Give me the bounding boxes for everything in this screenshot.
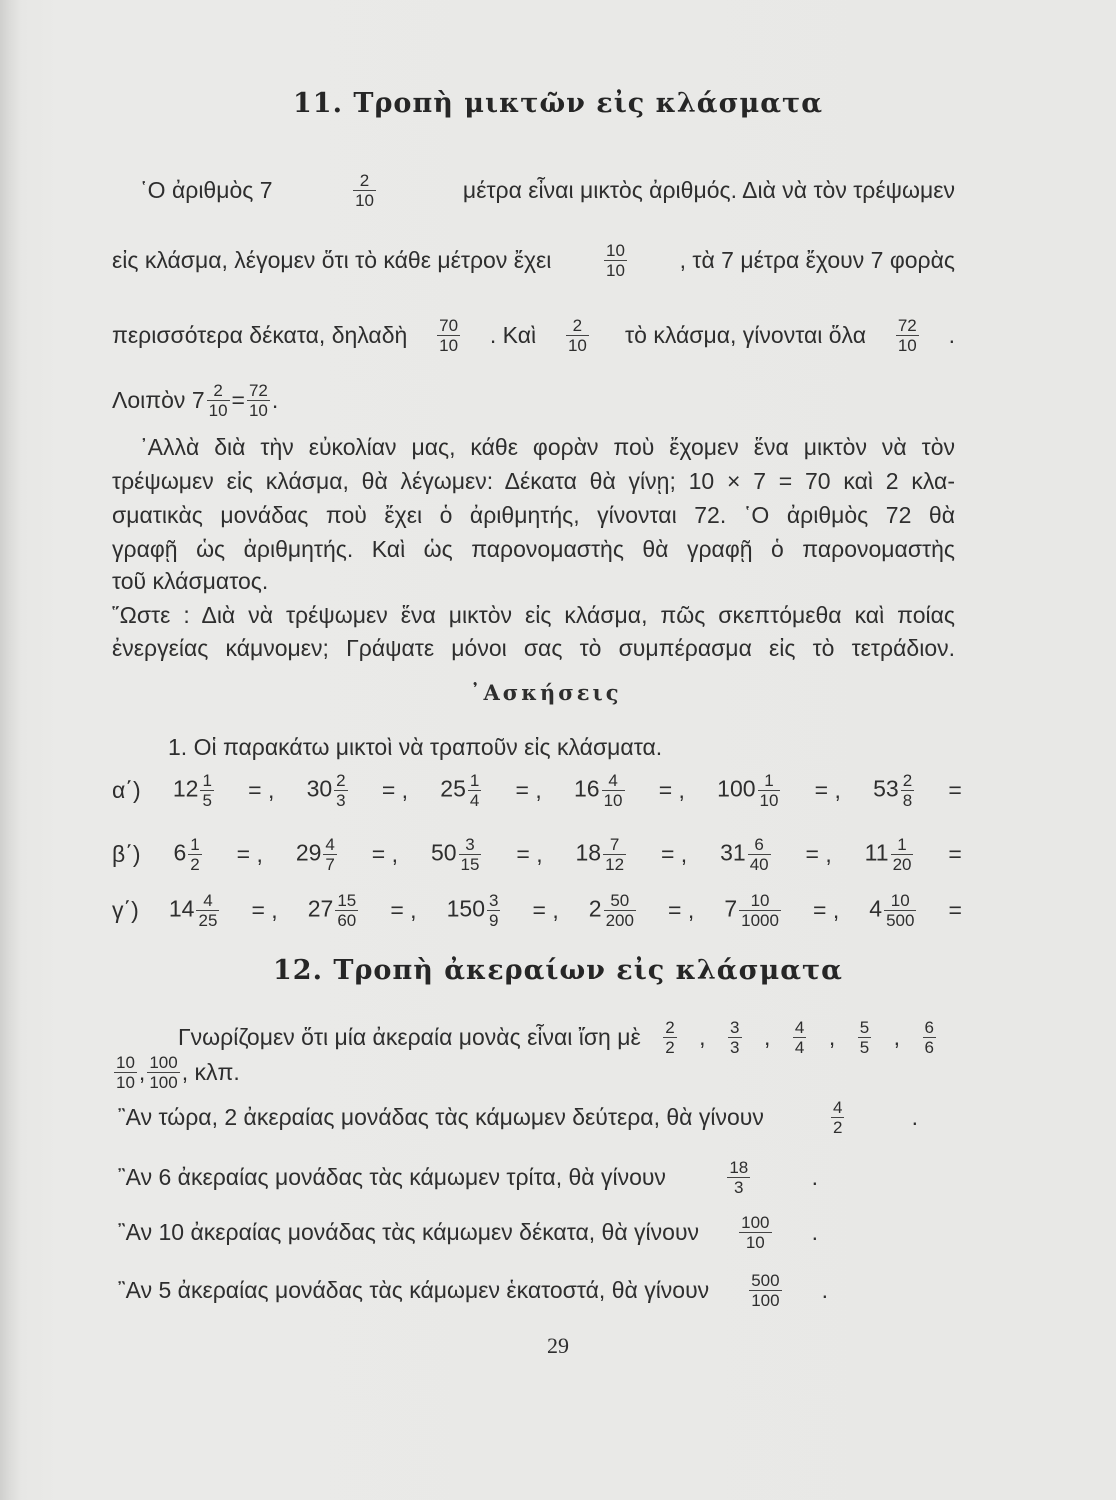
denominator: 10: [603, 790, 623, 810]
numerator: 4: [325, 834, 335, 854]
denominator: 6: [924, 1037, 934, 1057]
fraction: [728, 1018, 741, 1057]
numerator: 10: [606, 240, 625, 260]
mixed-number: [894, 316, 921, 355]
fraction: [459, 835, 482, 874]
numerator: 72: [248, 380, 268, 400]
exercise-row-b: [112, 834, 962, 874]
whole-part: 16: [574, 775, 600, 802]
numerator: 2: [336, 770, 346, 790]
denominator: 10: [248, 400, 268, 420]
denominator: 9: [488, 910, 499, 930]
paragraph-line: τοῦ κλάσματος.: [112, 568, 269, 594]
fraction: [923, 1018, 936, 1057]
mixed-number: [564, 316, 591, 355]
text-segment: , κλπ.: [181, 1059, 240, 1085]
fraction: [114, 1053, 137, 1092]
fraction: [247, 381, 270, 420]
mixed-number: [737, 1213, 773, 1252]
mixed-number: [869, 891, 918, 930]
mixed-number: [725, 1158, 752, 1197]
exercise-instruction: 1. Οἱ παρακάτω μικτοὶ νὰ τραποῦν εἰς κλάσματα.: [168, 734, 663, 760]
numerator: 100: [149, 1052, 178, 1072]
text-segment: = ,: [509, 777, 549, 803]
mixed-number: [726, 1018, 743, 1057]
fraction: [196, 891, 219, 930]
whole-part: 53: [873, 775, 899, 802]
mixed-number: [112, 1053, 139, 1092]
numerator: 4: [602, 771, 625, 791]
denominator: 100: [751, 1290, 780, 1310]
text-segment: , τὰ 7 μέτρα ἔχουν 7 φορὰς: [679, 247, 955, 273]
text-line: [118, 1157, 818, 1197]
mixed-number: [921, 1018, 938, 1057]
mixed-number: [589, 891, 638, 930]
mixed-number: [435, 316, 462, 355]
text-segment: = ,: [808, 777, 848, 803]
numerator: 100: [741, 1212, 770, 1232]
numerator: 500: [751, 1270, 780, 1290]
numerator: 70: [439, 315, 459, 335]
text-segment: ,: [893, 1024, 901, 1050]
section-12-title: 12. Τροπὴ ἀκεραίων εἰς κλάσματα: [273, 955, 843, 986]
text-segment: ,: [699, 1024, 706, 1050]
denominator: 10: [355, 190, 374, 210]
text-segment: = ,: [383, 897, 423, 923]
whole-part: 100: [717, 775, 756, 802]
denominator: 7: [325, 854, 335, 874]
paragraph-line: γραφῇ ὡς ἀριθμητής. Καὶ ὡς παρονομαστὴς θὰ γραφῇ ὁ παρονομαστὴς: [112, 536, 955, 562]
text-segment: μέτρα εἶναι μικτὸς ἀριθμός. Διὰ νὰ τὸν τρέψωμεν: [456, 177, 955, 203]
mixed-number: [296, 835, 339, 874]
text-segment: Γνωρίζομεν ὅτι μία ἀκεραία μονὰς εἶναι ἴση μὲ: [178, 1024, 641, 1050]
whole-part: 12: [172, 775, 199, 802]
numerator: 4: [794, 1017, 805, 1037]
whole-part: 30: [306, 775, 333, 802]
fraction: [603, 835, 626, 874]
page-number: 29: [547, 1333, 569, 1358]
text-segment: β΄): [112, 841, 147, 867]
numerator: 15: [337, 890, 357, 910]
denominator: 3: [734, 1177, 744, 1197]
text-line: [178, 1017, 938, 1057]
mixed-number: [440, 771, 483, 810]
text-segment: =: [942, 841, 962, 867]
text-segment: = ,: [241, 777, 281, 803]
text-segment: ῍Αν τώρα, 2 ἀκεραίας μονάδας τὰς κάμωμεν δεύτερα, θὰ γίνουν: [118, 1104, 764, 1130]
text-segment: = ,: [806, 897, 846, 923]
numerator: 5: [859, 1017, 870, 1037]
whole-part: 7: [724, 895, 738, 922]
numerator: 10: [739, 891, 781, 911]
text-line: [112, 1052, 240, 1092]
numerator: 50: [604, 891, 636, 911]
mixed-number: [145, 1053, 181, 1092]
fraction: [663, 1018, 676, 1057]
numerator: 1: [891, 835, 914, 855]
mixed-number: [661, 1018, 678, 1057]
paragraph-line: ῞Ωστε : Διὰ νὰ τρέψωμεν ἕνα μικτὸν εἰς κλάσμα, πῶς σκεπτόμεθα καὶ ποίας: [112, 602, 955, 628]
numerator: 3: [459, 835, 482, 855]
denominator: 100: [149, 1072, 178, 1092]
fraction: [858, 1018, 871, 1057]
mixed-number: [856, 1018, 873, 1057]
whole-part: 31: [720, 839, 746, 866]
text-segment: .: [811, 1164, 818, 1190]
numerator: 2: [207, 381, 230, 401]
text-segment: = ,: [375, 777, 415, 803]
fraction: [884, 891, 916, 930]
denominator: 1000: [741, 910, 779, 930]
fraction: [334, 771, 347, 810]
mixed-number: [245, 381, 272, 420]
fraction: [200, 771, 213, 810]
text-segment: = ,: [661, 897, 701, 923]
text-line: [118, 1097, 918, 1137]
mixed-number: [307, 771, 350, 810]
fraction: [353, 171, 376, 210]
mixed-number: [576, 835, 629, 874]
fraction: [793, 1018, 806, 1057]
text-segment: = ,: [365, 841, 405, 867]
mixed-number: [173, 771, 216, 810]
fraction: [739, 1213, 771, 1252]
exercises-heading: ᾿Ασκήσεις: [470, 680, 622, 705]
numerator: 1: [758, 771, 781, 791]
text-segment: .: [948, 322, 955, 348]
denominator: 500: [886, 910, 915, 930]
fraction: [604, 891, 636, 930]
whole-part: 2: [588, 895, 602, 922]
paragraph-line: ἐνεργείας κάμνομεν; Γράψατε μόνοι σας τὸ συμπέρασμα εἰς τὸ τετράδιον.: [112, 635, 955, 661]
numerator: 1: [190, 834, 200, 854]
denominator: 2: [190, 854, 200, 874]
text-line: [140, 170, 955, 210]
text-segment: = ,: [652, 777, 692, 803]
denominator: 10: [759, 790, 779, 810]
denominator: 10: [897, 335, 917, 355]
whole-part: 18: [575, 839, 602, 866]
numerator: 2: [665, 1017, 675, 1037]
text-segment: .: [911, 1104, 918, 1130]
text-line: [118, 1270, 828, 1310]
mixed-number: [747, 1271, 783, 1310]
text-segment: ,: [764, 1024, 771, 1050]
mixed-number: [873, 771, 916, 810]
fraction: [207, 381, 230, 420]
fraction: [727, 1158, 750, 1197]
fraction: [335, 891, 358, 930]
mixed-number: [205, 381, 232, 420]
mixed-number: [791, 1018, 808, 1057]
numerator: 1: [469, 770, 480, 790]
whole-part: 4: [869, 895, 883, 922]
mixed-number: [431, 835, 484, 874]
mixed-number: [308, 891, 361, 930]
denominator: 12: [605, 854, 625, 874]
fraction: [758, 771, 781, 810]
denominator: 3: [336, 790, 346, 810]
numerator: 7: [603, 835, 626, 855]
text-segment: εἰς κλάσμα, λέγομεν ὅτι τὸ κάθε μέτρον ἔχει: [112, 247, 552, 273]
denominator: 10: [116, 1072, 135, 1092]
fraction: [437, 316, 460, 355]
text-segment: = ,: [654, 841, 694, 867]
denominator: 10: [606, 260, 625, 280]
numerator: 10: [116, 1052, 135, 1072]
fraction: [896, 316, 919, 355]
whole-part: 150: [446, 895, 485, 922]
denominator: 10: [745, 1232, 765, 1252]
text-segment: = ,: [230, 841, 270, 867]
text-segment: =: [231, 387, 245, 413]
text-segment: ,: [828, 1024, 836, 1050]
text-segment: περισσότερα δέκατα, δηλαδὴ: [112, 322, 408, 348]
whole-part: 25: [440, 775, 466, 802]
whole-part: 6: [173, 839, 187, 866]
text-segment: Λοιπὸν 7: [112, 387, 205, 413]
text-segment: = ,: [245, 897, 285, 923]
denominator: 10: [439, 335, 459, 355]
text-segment: = ,: [526, 897, 566, 923]
mixed-number: [724, 891, 783, 930]
denominator: 15: [460, 854, 480, 874]
fraction: [602, 771, 625, 810]
denominator: 4: [469, 790, 480, 810]
text-segment: . Καὶ: [489, 322, 537, 348]
text-segment: =: [942, 897, 962, 923]
fraction: [901, 771, 914, 810]
numerator: 4: [832, 1097, 843, 1117]
text-segment: ῍Αν 6 ἀκεραίας μονάδας τὰς κάμωμεν τρίτα, θὰ γίνουν: [118, 1164, 666, 1190]
denominator: 5: [202, 790, 212, 810]
paragraph-line: σματικὰς μονάδας ποὺ ἔχει ὁ ἀριθμητής, γίνονται 72. ῾Ο ἀριθμὸς 72 θὰ: [112, 502, 955, 528]
numerator: 6: [748, 835, 771, 855]
exercise-row-a: [112, 770, 962, 810]
text-segment: τὸ κλάσμα, γίνονται ὅλα: [618, 322, 867, 348]
denominator: 2: [832, 1117, 843, 1137]
text-segment: ῾Ο ἀριθμὸς 7: [140, 177, 273, 203]
mixed-number: [865, 835, 916, 874]
fraction: [487, 891, 500, 930]
numerator: 3: [488, 890, 499, 910]
text-segment: ῍Αν 10 ἀκεραίας μονάδας τὰς κάμωμεν δέκατα, θὰ γίνουν: [118, 1219, 700, 1245]
mixed-number: [602, 241, 629, 280]
whole-part: 29: [295, 839, 322, 866]
fraction: [468, 771, 481, 810]
mixed-number: [447, 891, 503, 930]
whole-part: 27: [307, 895, 334, 922]
text-segment: γ΄): [112, 897, 146, 923]
mixed-number: [173, 835, 203, 874]
denominator: 60: [337, 910, 357, 930]
whole-part: 11: [864, 839, 889, 866]
mixed-number: [169, 891, 222, 930]
exercise-row-c: [112, 890, 962, 930]
numerator: 2: [902, 770, 913, 790]
text-segment: ,: [138, 1059, 146, 1085]
text-segment: = ,: [509, 841, 549, 867]
section-11-title: 11. Τροπὴ μικτῶν εἰς κλάσματα: [293, 88, 823, 119]
numerator: 2: [353, 171, 376, 191]
mixed-number: [574, 771, 627, 810]
mixed-number: [720, 835, 773, 874]
denominator: 20: [892, 854, 912, 874]
denominator: 2: [665, 1037, 675, 1057]
text-line: [112, 380, 278, 420]
mixed-number: [829, 1098, 846, 1137]
denominator: 5: [859, 1037, 870, 1057]
numerator: 72: [897, 315, 917, 335]
fraction: [748, 835, 771, 874]
text-segment: =: [942, 777, 962, 803]
numerator: 3: [730, 1017, 740, 1037]
text-line: [112, 240, 955, 280]
paragraph-line: τρέψωμεν εἰς κλάσμα, θὰ λέγωμεν: Δέκατα θὰ γίνῃ; 10 × 7 = 70 καὶ 2 κλα-: [112, 468, 955, 494]
fraction: [188, 835, 201, 874]
text-segment: .: [811, 1219, 818, 1245]
denominator: 10: [208, 400, 228, 420]
text-segment: = ,: [799, 841, 839, 867]
fraction: [323, 835, 336, 874]
denominator: 25: [198, 910, 218, 930]
fraction: [831, 1098, 844, 1137]
whole-part: 14: [168, 895, 195, 922]
numerator: 2: [566, 316, 589, 336]
paragraph-line: ᾿Αλλὰ διὰ τὴν εὐκολίαν μας, κάθε φορὰν ποὺ ἔχομεν ἕνα μικτὸν νὰ τὸν: [140, 434, 955, 460]
fraction: [891, 835, 914, 874]
mixed-number: [717, 771, 782, 810]
numerator: 10: [884, 891, 916, 911]
denominator: 40: [749, 854, 769, 874]
fraction: [566, 316, 589, 355]
numerator: 1: [202, 770, 212, 790]
text-line: [118, 1212, 818, 1252]
text-segment: α΄): [112, 777, 148, 803]
denominator: 8: [902, 790, 913, 810]
text-segment: .: [821, 1277, 828, 1303]
fraction: [147, 1053, 179, 1092]
numerator: 18: [729, 1157, 749, 1177]
text-line: [112, 315, 955, 355]
denominator: 10: [567, 335, 587, 355]
numerator: 4: [196, 891, 219, 911]
denominator: 3: [730, 1037, 740, 1057]
fraction: [604, 241, 627, 280]
mixed-number: [351, 171, 378, 210]
whole-part: 50: [430, 839, 457, 866]
text-segment: .: [271, 387, 279, 413]
fraction: [749, 1271, 781, 1310]
numerator: 6: [924, 1017, 934, 1037]
text-segment: ῍Αν 5 ἀκεραίας μονάδας τὰς κάμωμεν ἑκατοστά, θὰ γίνουν: [118, 1277, 710, 1303]
denominator: 4: [794, 1037, 805, 1057]
fraction: [739, 891, 781, 930]
denominator: 200: [605, 910, 634, 930]
